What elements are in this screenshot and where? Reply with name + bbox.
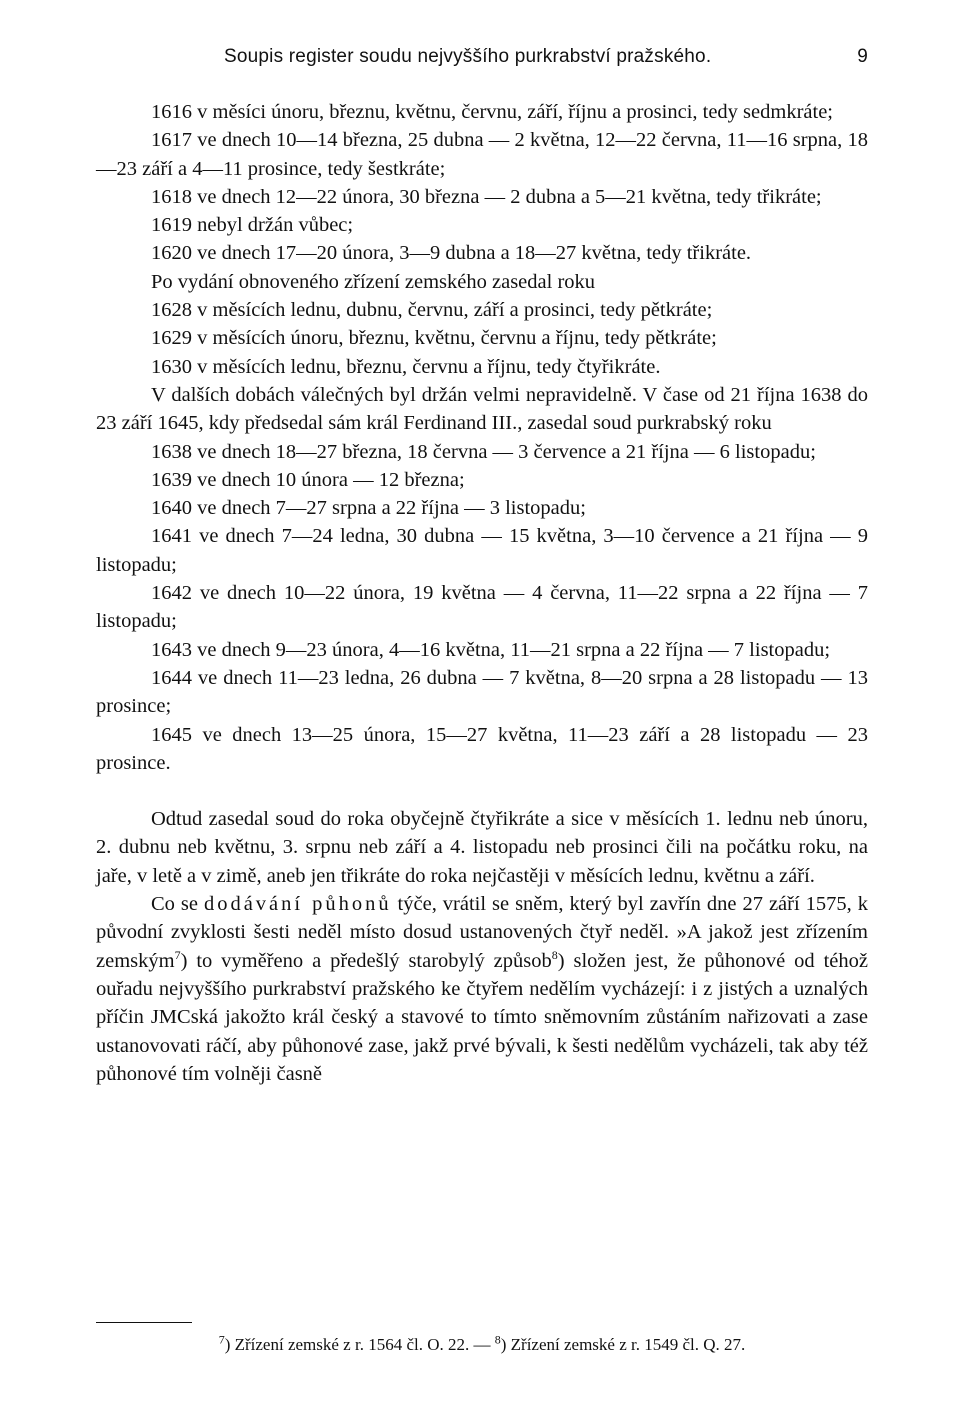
paragraph: 1617 ve dnech 10—14 března, 25 dubna — 2 května, 12—22 června, 11—16 srpna, 18—23 září a 4—11 prosince, tedy šestkráte;: [96, 129, 868, 180]
page-number: 9: [857, 46, 868, 67]
footnote-divider: [96, 1322, 192, 1323]
text-body: [96, 98, 868, 1088]
paragraph: 1616 v měsíci únoru, březnu, květnu, červnu, září, říjnu a prosinci, tedy sedmkráte;: [151, 101, 833, 123]
text-run: Co se: [151, 893, 204, 916]
paragraph: 1630 v měsících lednu, březnu, červnu a říjnu, tedy čtyřikráte.: [151, 355, 661, 378]
paragraph: 1639 ve dnech 10 února — 12 března;: [151, 468, 465, 491]
paragraph: 1642 ve dnech 10—22 února, 19 května — 4 června, 11—22 srpna a 22 října — 7 listopadu;: [96, 582, 868, 633]
paragraph: 1641 ve dnech 7—24 ledna, 30 dubna — 15 května, 3—10 července a 21 října — 9 listopadu;: [96, 525, 868, 576]
paragraph: Po vydání obnoveného zřízení zemského zasedal roku: [151, 270, 596, 293]
footnote-text: ) Zřízení zemské z r. 1549 čl. Q. 27.: [500, 1335, 746, 1354]
paragraph: 1619 nebyl držán vůbec;: [151, 214, 354, 237]
paragraph: 1638 ve dnech 18—27 března, 18 června — 3 července a 21 října — 6 listopadu;: [151, 440, 816, 463]
paragraph: 1640 ve dnech 7—27 srpna a 22 října — 3 listopadu;: [151, 497, 586, 520]
paragraph: 1644 ve dnech 11—23 ledna, 26 dubna — 7 května, 8—20 srpna a 28 listopadu — 13 prosince;: [96, 666, 868, 718]
footnote-ref[interactable]: 8: [551, 947, 558, 962]
text-run: ) složen jest, že půhonové od téhož ouřadu nejvyššího purkrabství pražského ke čtyřem nedělím vycházejí: i z jistých a uznalých příčin JMCská jakožto král český a stavové to tímto sněmovním zůstáním nařizovati a zase ustanovovati ráčí, aby půhonové zase, jakž prvé bývali, k šesti nedělům vycházeli, tak aby též půhonové tím volněji časně: [96, 949, 868, 1085]
paragraph: 1620 ve dnech 17—20 února, 3—9 dubna a 18—27 května, tedy třikráte.: [151, 242, 752, 265]
paragraph-gap: [96, 777, 868, 805]
paragraph: 1628 v měsících lednu, dubnu, červnu, září a prosinci, tedy pětkráte;: [151, 299, 713, 322]
paragraph: V dalších dobách válečných byl držán velmi nepravidelně. V čase od 21 října 1638 do 23 září 1645, kdy předsedal sám král Ferdinand III., zasedal soud purkrabský roku: [96, 383, 868, 435]
paragraph: 1618 ve dnech 12—22 února, 30 března — 2 dubna a 5—21 května, tedy třikráte;: [151, 185, 822, 208]
footnote-mark: 7: [218, 1332, 225, 1347]
spaced-text: dodávání půhonů: [203, 893, 392, 916]
footnote-ref[interactable]: 7: [174, 947, 181, 962]
paragraph: 1645 ve dnech 13—25 února, 15—27 května, 11—23 září a 28 listopadu — 23 prosince.: [96, 723, 868, 774]
paragraph: 1643 ve dnech 9—23 února, 4—16 května, 11—21 srpna a 22 října — 7 listopadu;: [151, 638, 831, 661]
text-run: týče, vrátil se sněm, který byl zavřín dne 27 září 1575, k původní zvyklosti šesti neděl místo dosud ustanovených čtyř neděl. »A jakož jest zřízením zemským: [96, 893, 868, 972]
running-title: Soupis register soudu nejvyššího purkrabství pražského.: [224, 46, 712, 67]
paragraph: Odtud zasedal soud do roka obyčejně čtyřikráte a sice v měsících 1. lednu neb únoru, 2. dubnu neb květnu, 3. srpnu neb září a 4. listopadu neb prosinci čili na počátku roku, na jaře, v letě a v zimě, aneb jen třikráte do roka nejčastěji v měsících lednu, květnu a září.: [96, 808, 868, 887]
footnote-text: ) Zřízení zemské z r. 1564 čl. O. 22. —: [224, 1335, 491, 1354]
paragraph: 1629 v měsících únoru, březnu, květnu, červnu a říjnu, tedy pětkráte;: [151, 327, 717, 350]
text-run: ) to vyměřeno a předešlý starobylý způsob: [180, 949, 552, 972]
paragraph-last: [96, 890, 868, 1088]
footnote-mark: 8: [494, 1332, 501, 1347]
footnotes: [96, 1334, 868, 1356]
running-header: [96, 40, 868, 74]
